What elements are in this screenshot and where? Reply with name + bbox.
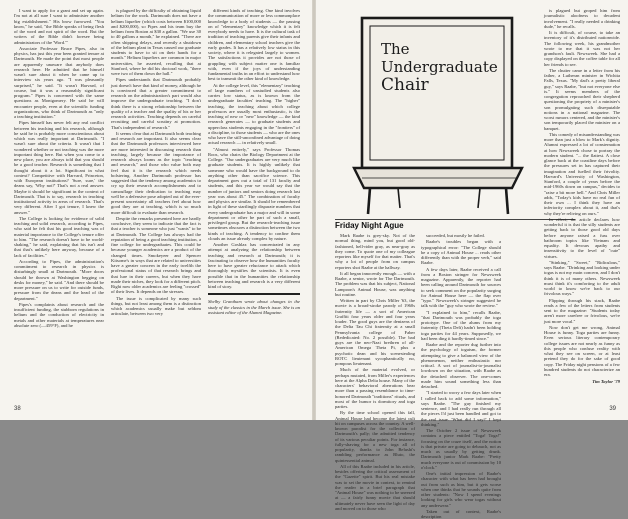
paragraph: By the time school opened this fall, Animal House had become the latest cult hit on campuses across the country. A well-known parodist for the collection of Dartmouth's pally; the admitted tendency of its various peculiar points. For instance, fully-shaving for a new toga all of popularity, thanks to John Belushi's rambling performance as Bluto, the quintessential animal. [335,410,415,463]
right-article-column-1 [335,233,415,511]
illustration-headline [381,40,498,95]
paragraph: different kinds of teaching. One kind involves the communication of more or less commonplace knowledge to a body of students — the passing on of "elementary" knowledge which it is felt everybody needs to have. It is the cultural task of tradition of teaching parents give their infants and children, and elementary school teachers give the early grades. It has a relatively low status in this society, where it is relegated largely to women. The satisfactions it provides are not those of grappling with subject matter one is familiar with, even if the joys of understanding fundamental truths in an effort to understand how best to transmit the other kind of knowledge. [208,8,300,82]
author-signature: Tim Taylor '79 [592,379,620,385]
section-title: Friday Night Ague [335,221,404,230]
paragraph: Flipping through his stack, Raabe reads a few of the letters from students sent to the magazine: "Students today aren't more carefree or frivolous, we're just more vocal." [544,297,620,324]
headline-word-undergraduate: Undergraduate [381,58,498,76]
paragraph: is plagued by the difficulty of obtaining liquid helium for the work. Dartmouth does not have a helium liquefier (which costs between $100,000 and $200,000), so Pipes and his team buy the helium from Boston at $30 a gallon. "We use 30 to 40 gallons a month," he explained. "There are often shipping delays, and recently a shutdown of the helium plant in Texas caused our graduate students to have to sit on their hands for a month." Helium liquefiers are common in major universities, he asserted, recalling that at Stanford, where he did his doctoral work, "there were two of them down the hall." [111,8,201,76]
article-column-3 [208,8,300,398]
paragraph: It is difficult, of course, to take an inventory of it's distributed nationwide. The following week, his grandmother wrote to me that it was not her grandson's fault. Newsweek. She had a copy displayed on the coffee table for all her friends to see. [544,30,620,67]
paragraph: Associate Professor Bruce Pipes, also in physics, has just this year been granted tenure at Dartmouth. He made the point that most people are apparently unaware that anybody does research here. He admitted that he himself wasn't sure about it when he came up to interview six years ago. "I was pleasantly surprised," he said. "It wasn't Harvard, of course, but it was a reasonably significant program." Pipes is concerned with the same questions as Montgomery. He said he will encounter people, even at the scientific funding organizations, who think of Dartmouth as "only a teaching institution." [14,45,104,119]
paragraph: At the college level, this "elementary" teaching of large numbers of unstudied students also carries low status, as is known from the undergraduate faculties' teaching. The "higher" teaching, the teaching about which college professors are usually most enthusiastic, is the teaching of new or "new" knowledge — the kind research generates — to graduate students and upperclass students engaging in the "frontiers" of a discipline, to those students — who are the ones who have the still-unconfined advantage of doing actual research — in relatively small. [208,82,300,146]
page-number-right: 39 [609,406,616,412]
paragraph: One's initial impression of Raabe's character with what has been had brought out from such as him, but it gets worse when one thinks that he sounds quite from other students: "Now I spend evenings looking for girls who wear togas without any underwear." [421,471,501,508]
paragraph: Mark Raabe is grey-sky. Not of the normal thing, mind you, but good old-fashioned, hell-rider gray, as near-gray as they come. To quote one of my colleague reporters like myself for that matter. That's why a lot of people from on campus reporters shot Raabe at the hallway. [335,233,415,270]
headline-word-chair: Chair [381,75,429,95]
paragraph: According to Pipes, the administration's commitment to research in physics is disturbingly small at Dartmouth. "More doors should be thrown at Washington begging on desks for money," he said. "And there should be more pressure on us to write for outside funds, pressure from the deans and the head of the department." [14,258,104,301]
paragraph: Now don't get me wrong, Animal House is funny. Toga parties are funny. Even serious literary contemporary college issues are not nearly as funny as this people who confuse reality with what they see on screen, or at least pretend they do for the sake of good copy. The Friday night pensions of a few hundred students do not characterize an era. [544,324,620,377]
section-rule [335,219,575,220]
paragraph: Pipes's complaints about research and the insufficient funding, the stubborn regulations in helium and the conduction of electricity in metals and other materials at temperatures near absolute zero (—459°F), and he [14,301,104,328]
paragraph: "I started to worry a few days later when I called back to add some information," says Raabe. "The guy finished my sentence, and I had really run through all the pieces I'd just been handled and got to the real issue. 'What did I say?' I kept thinking." [421,390,501,427]
paragraph: It all began innocently enough — with a Raabe, a senior, wrote for The Dartmouth. The problem was that his subject, National Lampoon's Animal House, was anything but routine. [335,270,415,297]
paragraph: The chutter came in a letter from his father, a Lutheran minister in Wichita Falls, Texas. "My dad's a pretty liberal guy," says Raabe, "but not everyone else is." It seems members of the congregation reproached their shepherd questioning the propriety of a minister's son promulgating such disreputable notions in a national magazine. The worst rumors centered, and the minister's son temporarily placed the minister on a banquet. [544,67,620,131]
left-page [0,0,312,420]
paragraph: Taken out of context, Raabe's description [421,508,501,519]
paragraph: Pipes understands that Dartmouth probably just doesn't have that kind of money, although he is convinced that a greater commitment to research on the administration's part would also improve the undergraduate teaching. "I don't think there is a strong relationship between the quality of a teacher and the quality of his or her research activities. Teaching depends on careful recruiting and careful scrutiny at promotion. That's independent of research." [111,77,201,130]
paragraph: Despite the remarks presented here are hardly conclusive, they seem to indicate that the fact is that a teacher is someone who just "wants" to be at Dartmouth. The College has always had the reputation of being a good teaching institution, a fine college for undergraduates. This could be because younger academics are a product of the changed times. Smokeyeer and Spencer Kitsome's in ways that are related to universities have a greater concern in the early twelfth the professional status of that research brings and that lure in their careers, but when they have made their niches, they look for a different pitch. Right now older academics are feeling "crossed" of their lives. It depends on the stresses. [111,215,201,295]
paragraph: The issue is complicated by many such things, but not least among them is a distinction which academics usually make but seldom articulate, between two very [111,295,201,317]
paragraph: In effect, the article declares how wonderful it is that the silly students are getting back to those good old days before anyone raised a fuss over bathroom topics like Vietnam and equality. It devours apathy and insensitivity to the level of "cute" virtues. [544,216,620,259]
paragraph: The College is looking for evidence of solid teaching and solid research, according to Pipes, who said he felt that his good teaching was of material importance to the College's tenure offer to him. "The research doesn't have to be world-shaking," he said, explaining that his isn't and that that's unlikely here anyway, because of a lack of facilities." [14,215,104,258]
headline-word-the: The [381,40,410,58]
paragraph: A few days later, Raabe received a call from a Boston stringer for Newsweek magazine. Apparently, the reporter had been calling around Dartmouth for sources to seek comment on the popularity surging for Animal House here — the flap over "typo." Newsweek's stringer suggested he talk with the "guy who wrote the review." [421,266,501,309]
article-column-1 [14,8,104,398]
paragraph: Another Goshlax has concentrated in any attempt at analyzing the relationship between teaching and research at Dartmouth; it is fascinating to observe how the humanities faculty here to have greater reluctance to attack which thoroughly mystifies the scientists. It is even possible that in the humanities the relationship between teaching and research is a very different kind of story. [208,242,300,289]
page-number-left: 38 [14,406,21,412]
paragraph: "Almost entirely," says Professor Thomas Roos, who chairs the Biology Department at the College. "Our undergraduates are very much like graduate students. It is highly unlikely that someone who would have the background to do anything other than sacrifice science. This department goes out a total of 131 faculty and students, and this year we would say that the number of juniors and seniors doing research last year was about 45." The combination of faculty and physics are similar. It should be remembered in light of these startlingly disparate numbers that every undergraduate has a major and will in some department or other be part of such a small, privileged group. But the research-teaching issue sometimes obscures a distinction between the two kinds of teaching. A tendency to confine them clouds an issue already complex by nature. [208,146,300,241]
right-article-column-2 [421,233,501,519]
paragraph: Much of the material evolved, or perhaps mutated, from Miller's experiences here at the Alpha Delta house. Many of the characters' behavioral aberrations bear more than a passing resemblance to time-honored Dartmouth "traditions" rituals, and most of the humor is dormitory and toga parties. [335,367,415,409]
paragraph: This comedy of misunderstanding was more than just a blow to Mark's dignity. Alumni expressed a lot of consternation at how Newsweek chose to portray the modern student. "... the flattest. A close glance back at the coastline days before the pressures set in has captured their imagination and fuelled their frivolity. Harvard's University of Washington, Stanford, a couple of years before the mid-1960s down on campus," decides to "raise a bit more hell." And Chris Miller adds, "Today's kids have no real fun of their own ... I think they have an inferiority complex about it, and that's why they're reliving on ours." [544,131,620,216]
paragraph: "Stinking," "Sweet," "Ridiculous," says Raabe. "Drinking and looking under togas is not my main concern, and I don't think it is of many others. Newsweek must think it's comforting to the adult world to know we're back to our frivolous ways." [544,259,620,297]
paragraph: Raabe and the reporter dug further into the psychology of togaism, the former attempting to give a balanced view of the phenomenon, neither enthusiastic nor critical. A sort of journalist-to-journalist lowdown on the situation, with Raabe as the detached observer. The one-comes made him sound something less than detached. [421,342,501,389]
paragraph: I want to apply for a grant and set up again. I'm not at all sure I want to administer another big establishment." His brow furrowed. "You know," he said, "the Bible speaks of being flesh of the word and not spirit of the word. But the writers of the Bible didn't foresee being administrators of the 'Word.'" [14,8,104,45]
paragraph: succeeded, but mostly he failed. [426,233,485,238]
paragraph: Written in part by Chris Miller '63, the movie is a broad-stroke parody of 1960s fraternity life — a sort of American Graffiti four years older and four years louder. The good guys are the denizens of the Delta Tau Chi fraternity at a small Pennsylvania college of Faber (Rededicated: No. 2 possible). The bad guys are the neo-Nazi brethren of all-American Omega Theta Pi, plus a psychotic dean and his scenestealing ROTC lieutenant sycophantically no, pompous lieutenant. [335,298,415,366]
paragraph: is plagued but groped him from journalistic aloofness to decadent involvement. "I really needed a drinking dude," he recalls. [544,8,620,29]
article-column-2 [111,8,201,398]
divider [208,293,300,295]
author-bio: Shelby Grantham wrote about changes in the study of the classics in the March issue. She is an assistant editor of the Alumni Magazine. [208,299,300,315]
paragraph: Raabe's troubles began with a typographical error: "The College should be a copy of Animal House ... reads other differently than with the proper verb," said Raabe. [421,239,501,266]
right-article-column-3 [544,8,620,406]
paragraph: All of this Raabe included in his article, besides offering the critical assessment of the "Gazette" spirit. But his real mistake was to set the movie in context, to remind the reader in a brief paragraph that "Animal House" was nothing to be sneezed at — a fairly funny movie that should ultimately never have seen the light of day and moved on to those who [335,463,415,511]
paragraph: Pipes himself has never felt any real conflict between his teaching and his research, although he said he is probably more conscientious about which was really important at Dartmouth. "I wasn't sure about the criteria. It wasn't that I wondered whether or not teaching was the more important thing here. But when you come to a new place, you are always told that you should be a good teacher. Research is something that I thought about it a lot. Significant in what context? Competitive with Harvard, Princeton, with European institutions? 'Sure, sure,' the deans say, 'Why not?' That's not a real answer. Maybe it should be significant in the context of Dartmouth. That is to say, research in teaching institutional activity in areas of research. That's very different. After I got tenure, I knew the answer." [14,120,104,215]
paragraph: "I explained to him," recalls Raabe, "that Dartmouth was probably the toga prototype. One of the alums from my fraternity (Theta Delt) hadn't been holding toga parties for 44 years. Supposedly, we had been ding it hardly-timed since." [421,309,501,341]
paragraph: The October 2 issue of Newsweek contains a piece entitled "Toga! Toga!" focusing on the craze itself, and the notion is that private are going to debauch, not as much as usually by getting drunk. Dartmouth junior Mark Raabe: "Pretty much everyone is out of commission by 10 o'clock." [421,428,501,470]
paragraph: It seems clear that at Dartmouth both teaching and research are important. It also seems clear that the Dartmouth professors interviewed here are more interested in discussing research than teaching, largely because the importance of research always looms as the topic "teaching and research," and those who value both may feel that it is the research which needs bolstering. Another Dartmouth professor has suggested that the tendency among academics to cry up their research accomplishments and to camouflage their dedication to teaching may well be a defensive pose adopted out of the ever-present uncertainty all teachers feel about how good they are at teaching, which is so much more difficult to evaluate than research. [111,130,201,215]
